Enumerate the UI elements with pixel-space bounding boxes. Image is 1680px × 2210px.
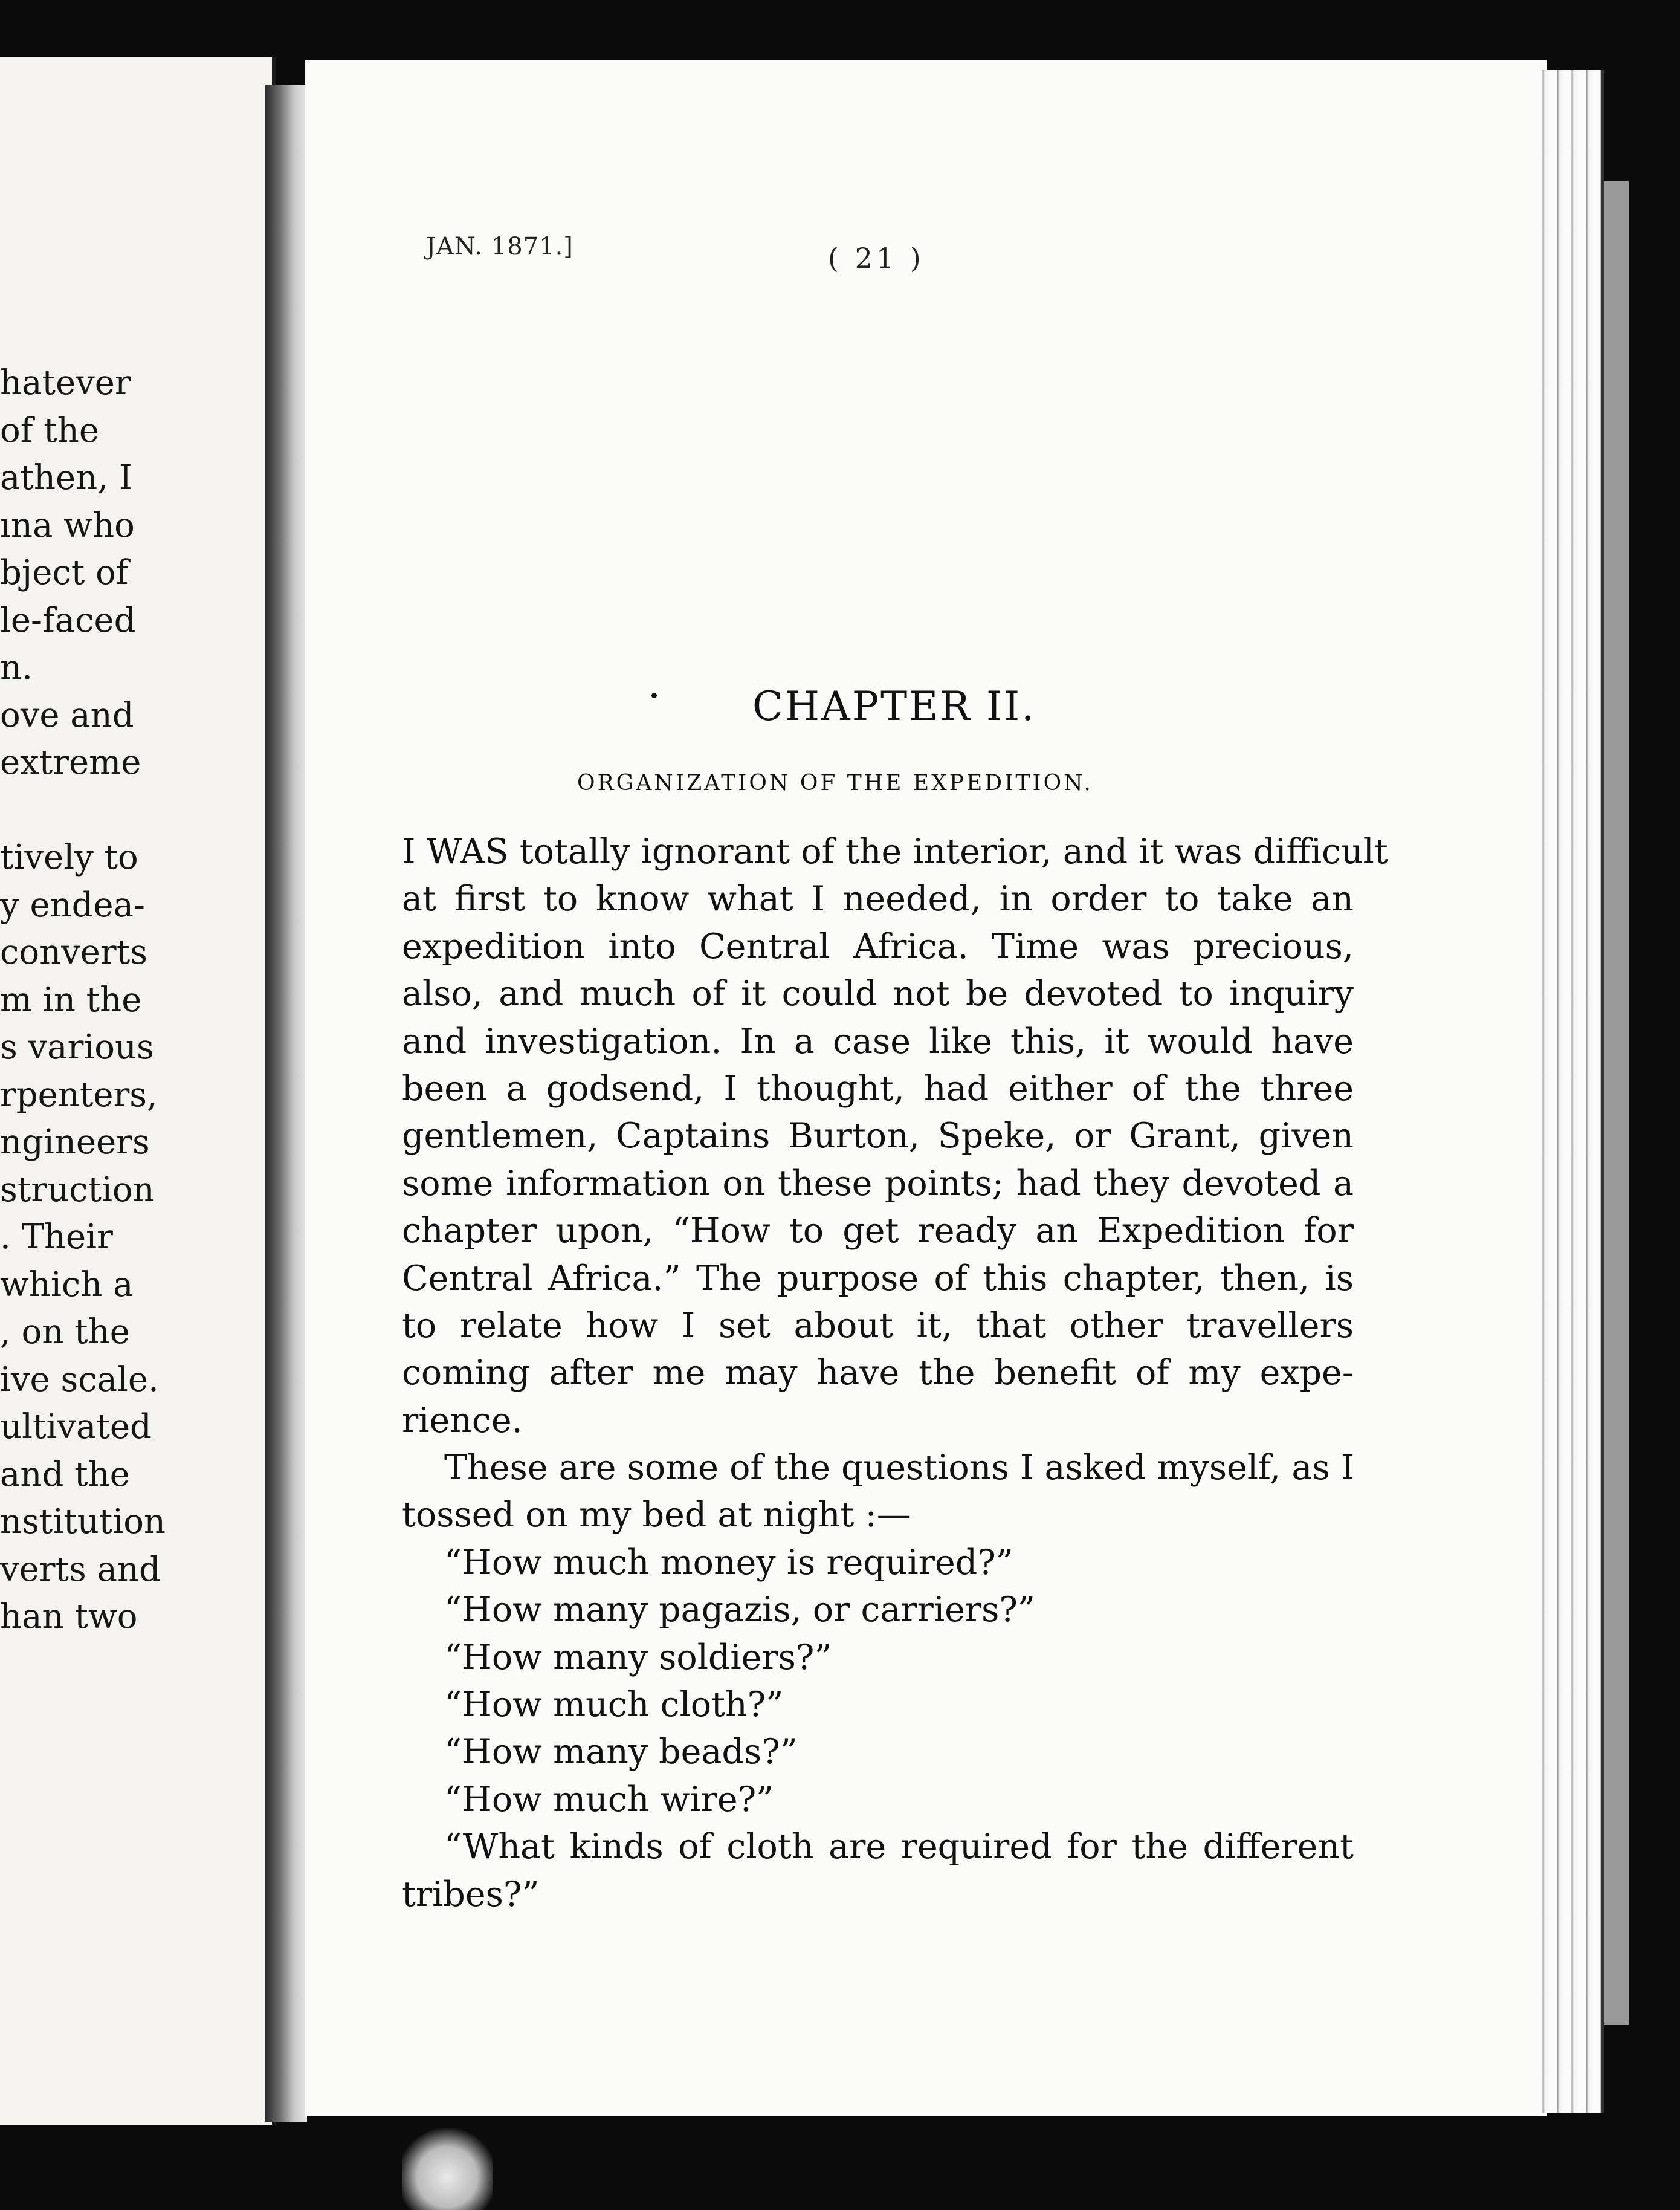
question-line: “How much money is required?” xyxy=(444,1542,1013,1583)
previous-page xyxy=(0,57,276,2125)
previous-page-line: . Their xyxy=(0,1217,113,1257)
body-line: tossed on my bed at night :— xyxy=(402,1495,911,1535)
page-stack-shadow xyxy=(1601,181,1629,2025)
previous-page-line: han two xyxy=(0,1597,138,1636)
previous-page-line: and the xyxy=(0,1454,130,1494)
previous-page-line: y endea- xyxy=(0,885,145,925)
body-line: Central Africa.” The purpose of this chapter, then, is xyxy=(402,1258,1354,1298)
chapter-subtitle: ORGANIZATION OF THE EXPEDITION. xyxy=(577,771,1093,796)
previous-page-line: ına who xyxy=(0,505,135,545)
previous-page-line: n. xyxy=(0,648,33,687)
question-line: “How much wire?” xyxy=(444,1779,774,1820)
previous-page-line: extreme xyxy=(0,743,141,782)
body-line: some information on these points; had they devoted a xyxy=(402,1163,1354,1204)
previous-page-line: of the xyxy=(0,410,99,450)
previous-page-line: bject of xyxy=(0,553,129,592)
body-line: gentlemen, Captains Burton, Speke, or Grant, given xyxy=(402,1116,1354,1156)
body-line: I WAS totally ignorant of the interior, and it was difficult xyxy=(402,832,1388,872)
previous-page-line: tively to xyxy=(0,838,138,877)
question-line: “How many pagazis, or carriers?” xyxy=(444,1590,1036,1630)
body-line: coming after me may have the benefit of my expe- xyxy=(402,1353,1354,1393)
chapter-title: CHAPTER II. xyxy=(752,683,1036,730)
previous-page-line: ove and xyxy=(0,695,134,735)
previous-page-text xyxy=(0,360,166,1641)
body-line: rience. xyxy=(402,1400,523,1440)
page-stack-edges xyxy=(1535,70,1604,2113)
previous-page-line: m in the xyxy=(0,980,142,1020)
running-head: JAN. 1871.] xyxy=(426,233,573,261)
body-line: also, and much of it could not be devoted to inquiry xyxy=(402,974,1354,1014)
body-line: and investigation. In a case like this, it would have xyxy=(402,1021,1354,1061)
question-line: tribes?” xyxy=(402,1874,540,1914)
previous-page-line: struction xyxy=(0,1170,155,1210)
previous-page-line: , on the xyxy=(0,1312,130,1352)
book-gutter xyxy=(265,85,307,2122)
previous-page-line: rpenters, xyxy=(0,1075,158,1115)
previous-page-line: ngineers xyxy=(0,1123,150,1162)
ink-speck xyxy=(651,693,657,698)
scan-blemish xyxy=(402,2128,493,2210)
previous-page-line: le-faced xyxy=(0,600,136,640)
previous-page-line: ultivated xyxy=(0,1407,152,1447)
previous-page-line: athen, I xyxy=(0,458,132,497)
page-number: ( 21 ) xyxy=(828,242,925,274)
previous-page-line: converts xyxy=(0,933,147,972)
chapter-body xyxy=(402,828,1388,1918)
question-line: “How much cloth?” xyxy=(444,1685,784,1725)
previous-page-line: s various xyxy=(0,1028,154,1067)
body-line: These are some of the questions I asked myself, as I xyxy=(444,1448,1355,1488)
body-line: been a godsend, I thought, had either of the three xyxy=(402,1068,1354,1109)
question-line: “What kinds of cloth are required for the different xyxy=(444,1827,1354,1867)
body-line: expedition into Central Africa. Time was precious, xyxy=(402,926,1354,967)
body-line: at first to know what I needed, in order to take an xyxy=(402,879,1354,919)
previous-page-line: nstitution xyxy=(0,1502,166,1541)
body-line: chapter upon, “How to get ready an Expedition for xyxy=(402,1211,1354,1251)
body-line: to relate how I set about it, that other travellers xyxy=(402,1305,1354,1346)
previous-page-line: hatever xyxy=(0,363,131,403)
previous-page-line xyxy=(0,787,166,835)
previous-page-line: verts and xyxy=(0,1549,161,1589)
previous-page-line: ive scale. xyxy=(0,1359,159,1399)
question-line: “How many soldiers?” xyxy=(444,1637,832,1677)
previous-page-line: which a xyxy=(0,1265,134,1304)
question-line: “How many beads?” xyxy=(444,1732,798,1772)
